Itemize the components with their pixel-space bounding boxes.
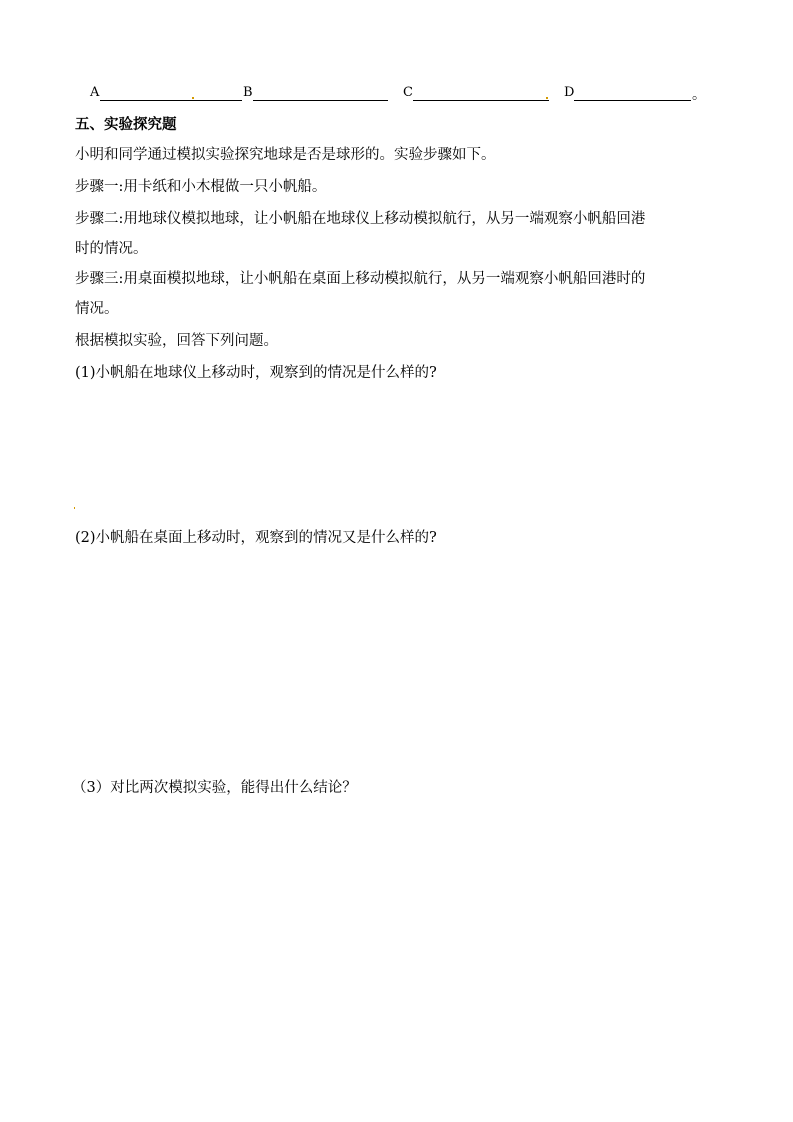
blank-label: B <box>243 85 253 100</box>
end-period: 。 <box>692 87 706 103</box>
yellow-dot-mark <box>192 97 194 99</box>
blank-label: A <box>90 85 100 100</box>
blank-underline <box>413 100 549 101</box>
answer-blanks-row <box>75 84 715 104</box>
question-2: (2)小帆船在桌面上移动时，观察到的情况又是什么样的? <box>75 530 437 546</box>
instruction-text: 根据模拟实验，回答下列问题。 <box>75 333 278 349</box>
step-two-line-2: 时的情况。 <box>75 241 148 257</box>
intro-text: 小明和同学通过模拟实验探究地球是否是球形的。实验步骤如下。 <box>75 147 496 163</box>
blank-underline <box>100 100 242 101</box>
question-3: （3）对比两次模拟实验，能得出什么结论？ <box>72 780 357 796</box>
stray-dot-mark <box>74 507 75 509</box>
blank-label: C <box>403 85 413 100</box>
step-three-line-1: 步骤三:用桌面模拟地球，让小帆船在桌面上移动模拟航行，从另一端观察小帆船回港时的 <box>75 271 646 287</box>
step-two-line-1: 步骤二:用地球仪模拟地球，让小帆船在地球仪上移动模拟航行，从另一端观察小帆船回港 <box>75 211 646 227</box>
step-three-line-2: 情况。 <box>75 301 119 317</box>
blank-underline <box>253 100 388 101</box>
step-one: 步骤一:用卡纸和小木棍做一只小帆船。 <box>75 179 327 195</box>
section-title: 五、实验探究题 <box>75 116 177 133</box>
question-1: (1)小帆船在地球仪上移动时，观察到的情况是什么样的? <box>75 365 437 381</box>
blank-label: D <box>564 85 575 100</box>
yellow-dot-mark <box>546 97 548 99</box>
blank-underline <box>574 100 691 101</box>
